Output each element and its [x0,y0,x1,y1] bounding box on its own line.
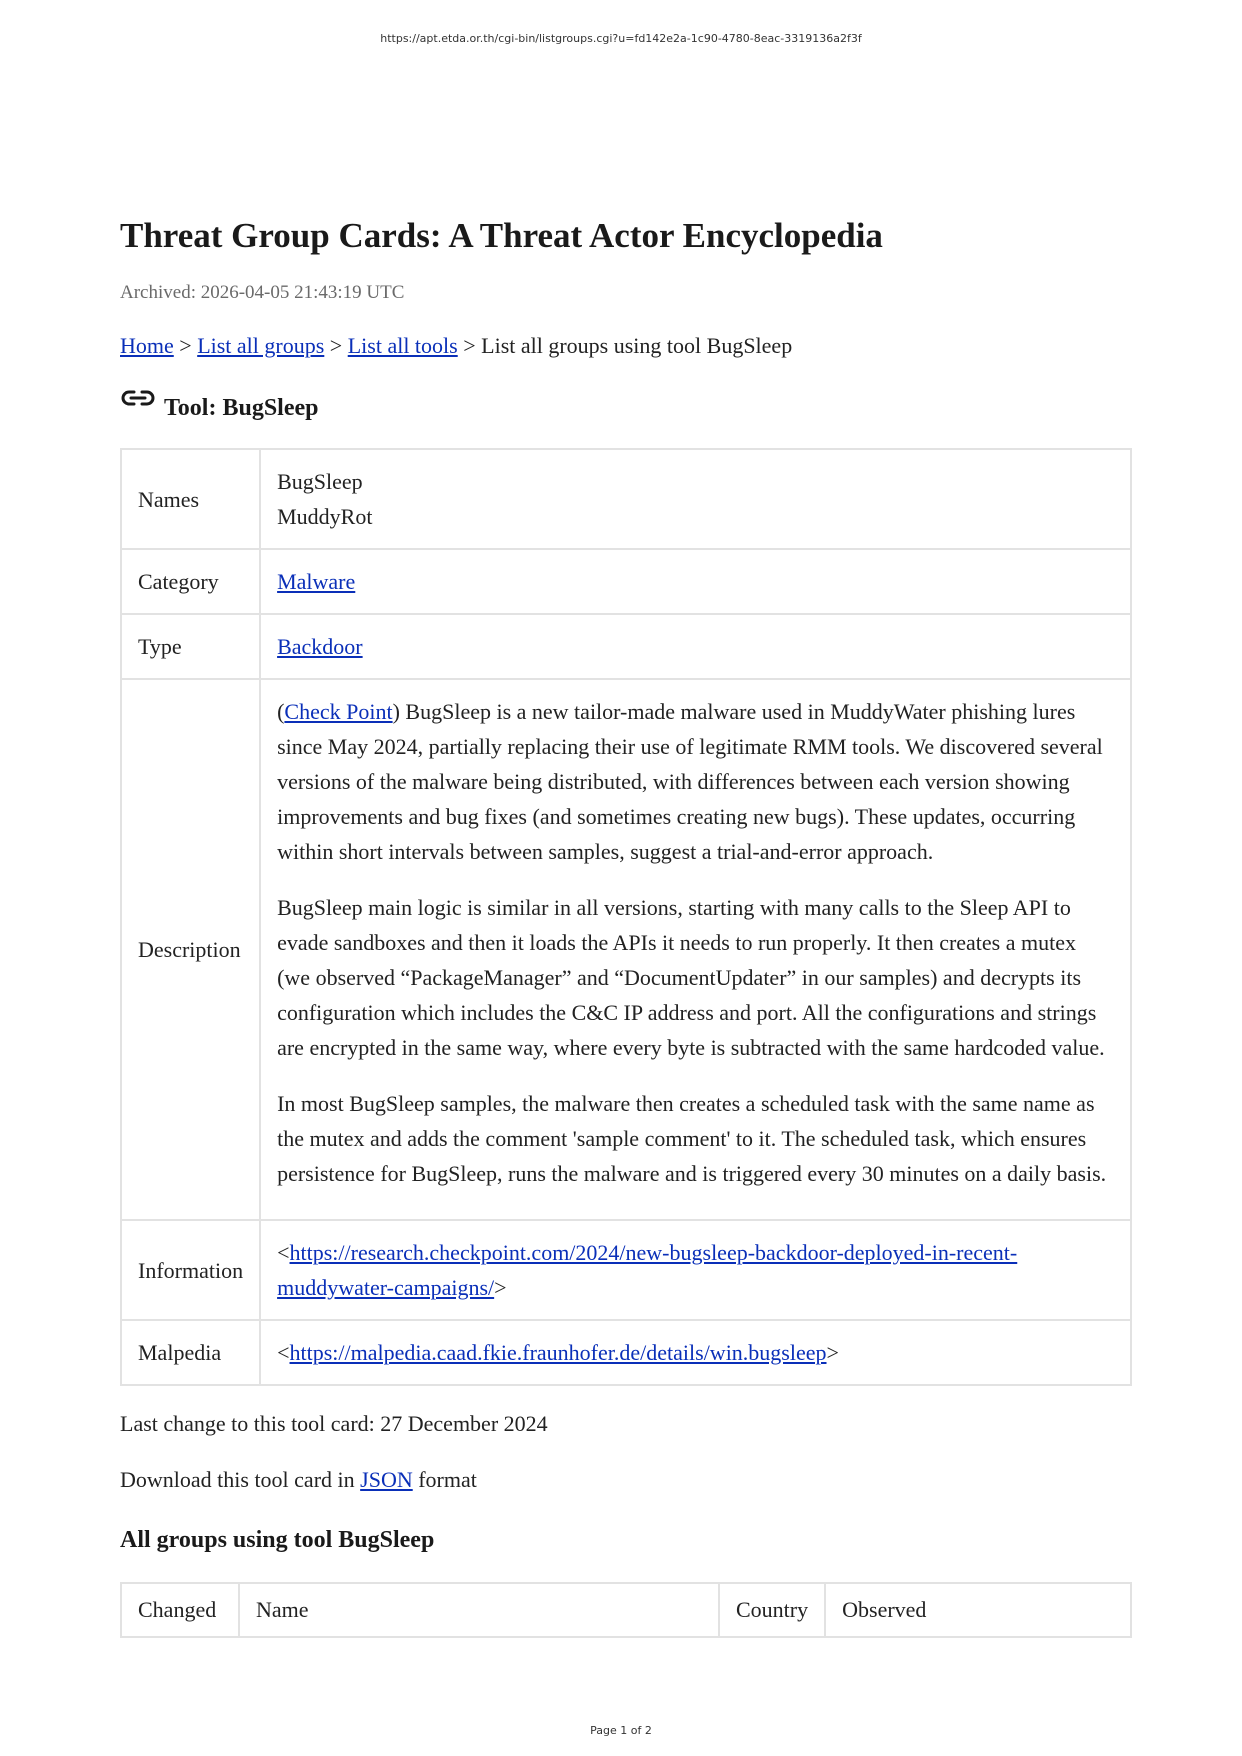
type-link[interactable]: Backdoor [277,634,363,659]
tool-name: BugSleep [277,469,363,494]
category-row [121,549,1131,614]
angle-open: < [277,1340,290,1365]
description-text: ) BugSleep is a new tailor-made malware used in MuddyWater phishing lures since May 2024, partially replacing their use of legitimate RMM tools. We discovered several versions of the malware being distributed, with differences between each version showing improvements and bug fixes (and sometimes creating new bugs). These updates, occurring within short intervals between samples, suggest a trial-and-error approach. [277,699,1103,864]
groups-heading: All groups using tool BugSleep [120,1527,435,1553]
malpedia-link[interactable]: https://malpedia.caad.fkie.fraunhofer.de/details/win.bugsleep [289,1340,827,1365]
open-paren: ( [277,699,285,724]
breadcrumb-separator: > [463,333,476,358]
information-value [260,1220,1131,1320]
names-value [260,449,1131,549]
last-change-text: Last change to this tool card: 27 December 2024 [120,1411,548,1436]
main-content [120,210,1132,1638]
groups-header-row [121,1583,1131,1637]
breadcrumb-home-link[interactable]: Home [120,333,174,358]
json-download-link[interactable]: JSON [360,1467,413,1492]
groups-table [120,1582,1132,1638]
tool-card-table [120,448,1132,1386]
breadcrumb-groups-link[interactable]: List all groups [197,333,325,358]
source-link[interactable]: Check Point [284,699,393,724]
description-label: Description [121,679,260,1220]
download-prefix: Download this tool card in [120,1467,355,1492]
information-row [121,1220,1131,1320]
column-header-name[interactable]: Name [239,1583,719,1637]
download-line [120,1464,1132,1496]
breadcrumb [120,332,1132,360]
breadcrumb-separator: > [329,333,343,358]
angle-close: > [826,1340,839,1365]
page-url-header: https://apt.etda.or.th/cgi-bin/listgroups.cgi?u=fd142e2a-1c90-4780-8eac-3319136a2f3f [380,32,862,45]
column-header-country[interactable]: Country [719,1583,825,1637]
angle-open: < [277,1240,290,1265]
information-link[interactable]: https://research.checkpoint.com/2024/new-bugsleep-backdoor-deployed-in-recent-muddywater-campaigns/ [277,1240,1018,1300]
column-header-changed[interactable]: Changed [121,1583,239,1637]
malpedia-row [121,1320,1131,1385]
description-paragraph [277,694,1114,869]
download-suffix: format [418,1467,477,1492]
type-label: Type [121,614,260,679]
malpedia-value [260,1320,1131,1385]
breadcrumb-tools-link[interactable]: List all tools [347,333,458,358]
description-paragraph: In most BugSleep samples, the malware then creates a scheduled task with the same name as the mutex and adds the comment 'sample comment' to it. The scheduled task, which ensures persistence for BugSleep, runs the malware and is triggered every 30 minutes on a daily basis. [277,1091,1107,1186]
description-row [121,679,1131,1220]
breadcrumb-current: List all groups using tool BugSleep [481,333,793,358]
archived-timestamp: Archived: 2026-04-05 21:43:19 UTC [120,282,405,303]
description-value [260,679,1131,1220]
malpedia-label: Malpedia [121,1320,260,1385]
description-paragraph: BugSleep main logic is similar in all versions, starting with many calls to the Sleep API to evade sandboxes and then it loads the APIs it needs to run properly. It then creates a mutex (we observed “PackageManager” and “DocumentUpdater” in our samples) and decrypts its configuration which includes the C&C IP address and port. All the configurations and strings are encrypted in the same way, where every byte is subtracted with the same hardcoded value. [277,895,1105,1060]
link-icon [120,386,156,410]
category-label: Category [121,549,260,614]
column-header-observed[interactable]: Observed [825,1583,1131,1637]
category-link[interactable]: Malware [277,569,356,594]
names-label: Names [121,449,260,549]
tool-heading [120,390,1132,426]
angle-close: > [494,1275,507,1300]
page-title: Threat Group Cards: A Threat Actor Encyclopedia [120,216,883,255]
tool-name: MuddyRot [277,504,373,529]
information-label: Information [121,1220,260,1320]
names-row [121,449,1131,549]
tool-heading-text: Tool: BugSleep [164,395,319,421]
page-footer: Page 1 of 2 [590,1724,652,1737]
type-row [121,614,1131,679]
breadcrumb-separator: > [179,333,192,358]
